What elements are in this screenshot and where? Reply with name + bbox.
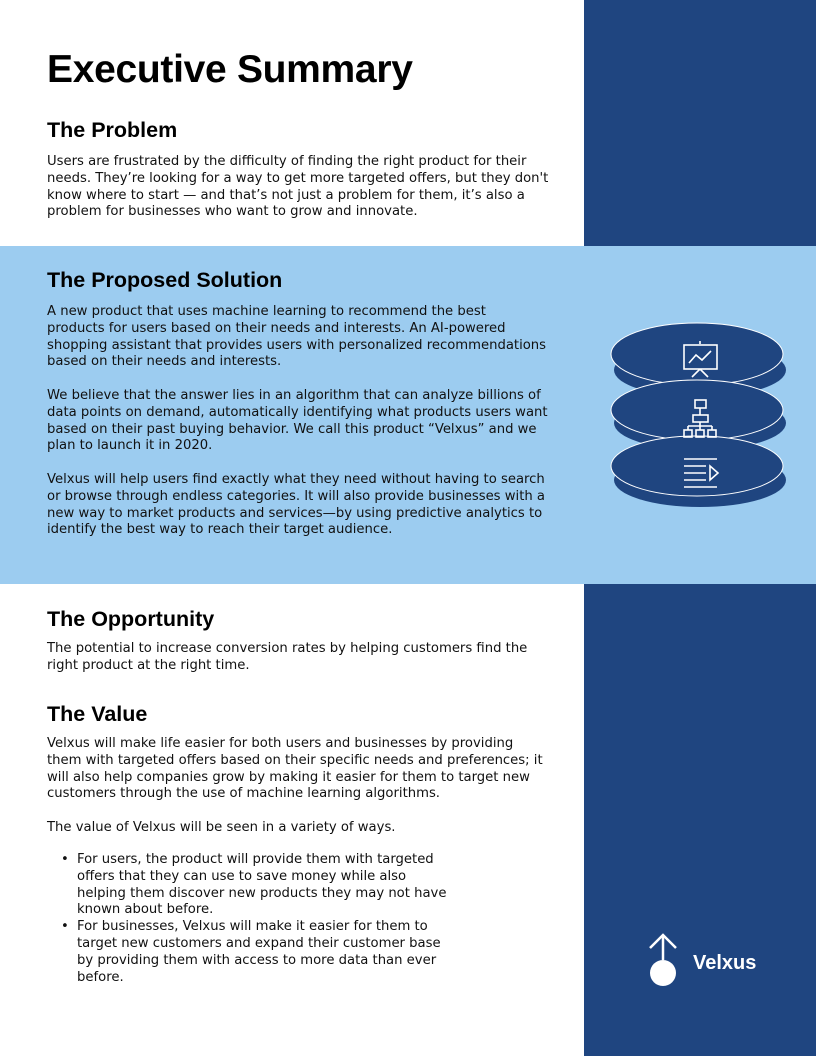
value-intro: The value of Velxus will be seen in a variety of ways.	[47, 820, 396, 835]
value-body: Velxus will make life easier for both users and businesses by providing them with targeted offers based on their specific needs and preferences; it will also help companies grow by making it easier for them to target new customers through the use of machine learning algorithms.	[47, 736, 543, 802]
list-item: • For businesses, Velxus will make it easier for them to target new customers and expand their customer base by providing them with access to more data than ever before.	[47, 919, 447, 986]
list-item: • For users, the product will provide them with targeted offers that they can use to save money while also helping them discover new products they may not have known about before.	[47, 852, 447, 919]
feature-discs-illustration	[604, 316, 794, 516]
solution-paragraph-1: A new product that uses machine learning to recommend the best products for users based on their needs and interests. An AI-powered shopping assistant that provides users with personalized recommendations based on their needs and interests.	[47, 304, 547, 370]
right-sidebar-top	[584, 0, 816, 246]
problem-body: Users are frustrated by the difficulty of finding the right product for their needs. They’re looking for a way to get more targeted offers, but they don't know where to start — and that’s not just a problem for them, it’s also a problem for businesses who want to grow and innovate.	[47, 154, 549, 220]
right-sidebar-bottom	[584, 584, 816, 1056]
solution-heading: The Proposed Solution	[47, 268, 283, 292]
value-bullet-list	[47, 852, 467, 986]
problem-heading: The Problem	[47, 118, 178, 142]
brand-name: Velxus	[693, 952, 757, 974]
opportunity-heading: The Opportunity	[47, 607, 215, 631]
page-title: Executive Summary	[47, 48, 413, 91]
solution-paragraph-2: We believe that the answer lies in an algorithm that can analyze billions of data points on demand, automatically identifying what products users want based on their past buying behavior. We call this product “Velxus” and we plan to launch it in 2020.	[47, 388, 548, 454]
disc-3	[611, 436, 786, 507]
arrow-up-circle-logo-icon	[644, 930, 684, 990]
opportunity-body: The potential to increase conversion rates by helping customers find the right product at the right time.	[47, 641, 528, 673]
solution-paragraph-3: Velxus will help users find exactly what they need without having to search or browse through endless categories. It will also provide businesses with a new way to market products and services—by using predictive analytics to identify the best way to reach their target audience.	[47, 472, 546, 538]
value-heading: The Value	[47, 702, 148, 726]
